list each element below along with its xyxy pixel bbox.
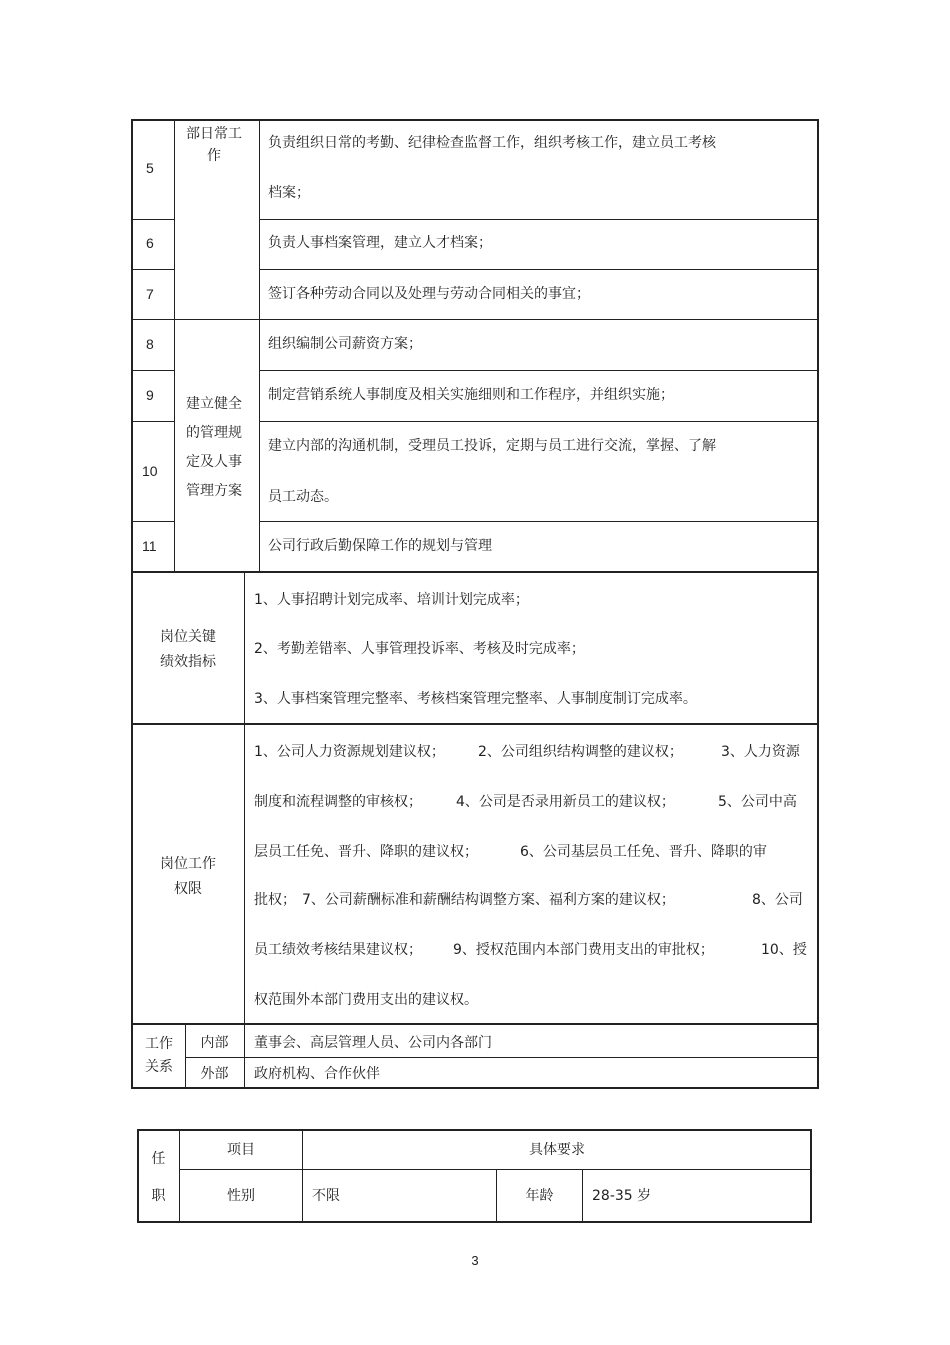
duty-row-number: 5 [146, 160, 154, 176]
authority-item: 员工绩效考核结果建议权； [254, 942, 422, 958]
page-number: 3 [471, 1253, 479, 1268]
duty-group-label-management [182, 390, 246, 506]
authority-item: 1、公司人力资源规划建议权； [254, 744, 445, 760]
authority-item: 3、人力资源 [721, 744, 800, 760]
internal-value: 董事会、高层管理人员、公司内各部门 [254, 1035, 492, 1051]
col-header-requirement: 具体要求 [529, 1142, 585, 1158]
duty-group-label-line: 的管理规 [186, 425, 242, 441]
authority-label-line: 权限 [174, 881, 202, 897]
col-header-item: 项目 [227, 1142, 255, 1158]
authority-label [132, 852, 244, 902]
authority-item: 9、授权范围内本部门费用支出的审批权； [453, 942, 714, 958]
authority-item: 批权； [254, 892, 296, 908]
duty-row-text: 负责人事档案管理，建立人才档案； [268, 235, 492, 251]
duty-row-number: 7 [146, 286, 154, 302]
duty-row-number: 10 [142, 463, 158, 479]
duty-row-number: 8 [146, 336, 154, 352]
duty-row-text: 签订各种劳动合同以及处理与劳动合同相关的事宜； [268, 286, 590, 302]
duty-group-label-line: 作 [207, 148, 221, 164]
internal-label: 内部 [200, 1035, 229, 1051]
duty-group-label-daily [182, 124, 246, 166]
relations-label-line: 关系 [145, 1059, 173, 1075]
duty-row-text: 公司行政后勤保障工作的规划与管理 [268, 538, 492, 554]
external-label: 外部 [200, 1066, 229, 1082]
authority-item: 权范围外本部门费用支出的建议权。 [254, 992, 478, 1008]
kpi-item: 3、人事档案管理完整率、考核档案管理完整率、人事制度制订完成率。 [254, 691, 697, 707]
authority-item: 制度和流程调整的审核权； [254, 794, 422, 810]
relations-label-line: 工作 [145, 1036, 173, 1052]
authority-label-line: 岗位工作 [160, 856, 216, 872]
duty-group-label-line: 定及人事 [186, 454, 242, 470]
gender-label: 性别 [227, 1188, 255, 1204]
authority-item: 8、公司 [752, 892, 803, 908]
age-label: 年龄 [525, 1188, 554, 1204]
duty-group-label-line: 部日常工 [186, 126, 242, 142]
authority-item: 2、公司组织结构调整的建议权； [478, 744, 683, 760]
duty-row-number: 6 [146, 235, 154, 251]
duty-row-number: 9 [146, 387, 154, 403]
kpi-label-line: 绩效指标 [160, 654, 216, 670]
kpi-item: 2、考勤差错率、人事管理投诉率、考核及时完成率； [254, 641, 585, 657]
duty-row-text: 负责组织日常的考勤、纪律检查监督工作，组织考核工作，建立员工考核 [268, 135, 716, 151]
external-value: 政府机构、合作伙伴 [254, 1066, 380, 1082]
duty-group-label-line: 建立健全 [186, 396, 242, 412]
duty-row-text: 制定营销系统人事制度及相关实施细则和工作程序，并组织实施； [268, 387, 674, 403]
authority-item: 6、公司基层员工任免、晋升、降职的审 [520, 844, 767, 860]
duty-row-text: 员工动态。 [268, 489, 338, 505]
gender-value: 不限 [312, 1188, 340, 1204]
duty-row-text: 组织编制公司薪资方案； [268, 336, 422, 352]
duty-row-text: 档案； [268, 185, 310, 201]
qualification-label-line: 任 [151, 1151, 166, 1167]
authority-item: 5、公司中高 [718, 794, 797, 810]
qualification-label-line: 职 [151, 1188, 166, 1204]
authority-item: 7、公司薪酬标准和薪酬结构调整方案、福利方案的建议权； [302, 892, 675, 908]
kpi-label [132, 625, 244, 675]
duty-row-text: 建立内部的沟通机制，受理员工投诉，定期与员工进行交流，掌握、了解 [268, 438, 716, 454]
kpi-label-line: 岗位关键 [160, 629, 216, 645]
authority-item: 4、公司是否录用新员工的建议权； [456, 794, 675, 810]
age-value: 28-35 岁 [592, 1188, 652, 1204]
duty-row-number: 11 [142, 538, 157, 554]
authority-item: 10、授 [761, 942, 807, 958]
kpi-item: 1、人事招聘计划完成率、培训计划完成率； [254, 592, 529, 608]
authority-item: 层员工任免、晋升、降职的建议权； [254, 844, 478, 860]
relations-label [133, 1033, 185, 1079]
duty-group-label-line: 管理方案 [186, 483, 242, 499]
